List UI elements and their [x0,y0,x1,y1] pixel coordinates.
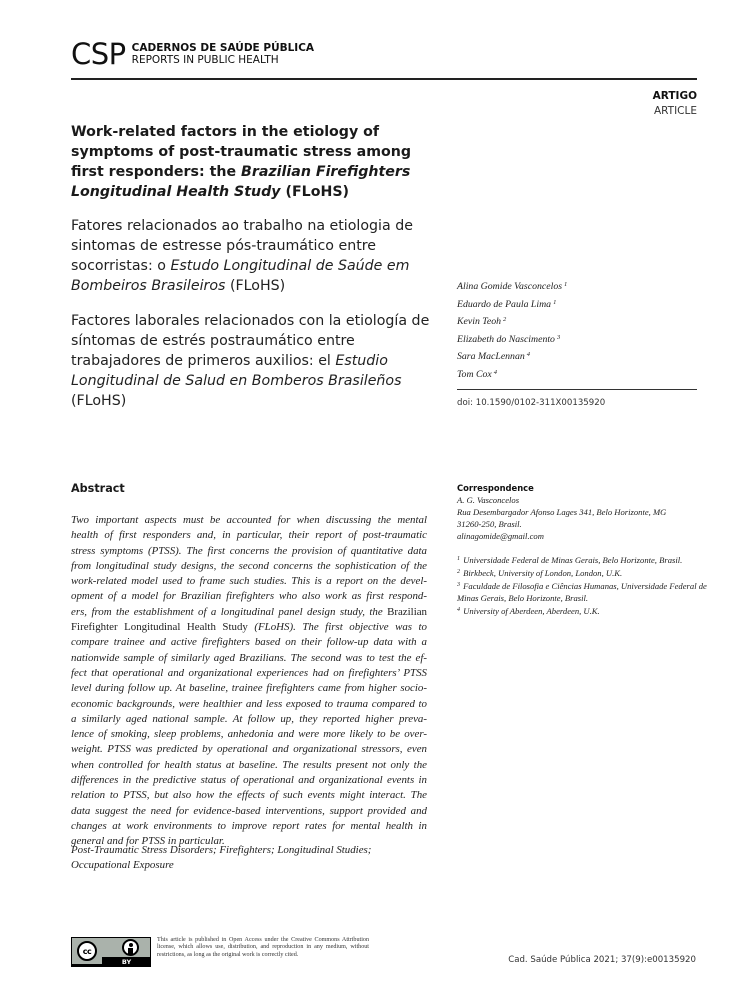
affiliation-text: Birkbeck, University of London, London, U.K. [463,568,623,578]
license-text: This article is published in Open Access under the Creative Commons Attribution license, which allows use, distribution, and reproduction in any medium, without restrictions, as long as the original work is correctly cited. [157,937,369,958]
author-name: Eduardo de Paula Lima [457,298,552,310]
correspondence-block [457,482,707,542]
study-name-roman: Firefighter Longitudinal Health Study [71,621,248,634]
author-list [457,277,567,383]
abstract-line: fect that operational and organizational experiences had on firefighters’ PTSS [71,666,427,679]
author-name: Kevin Teoh [457,316,501,328]
journal-name [132,43,314,65]
affiliation-number: 2 [457,569,460,575]
author [457,347,567,365]
abstract-line: level during follow up. At baseline, trainee firefighters came from higher socio- [71,682,427,695]
abstract-line: economic backgrounds, were healthier and less exposed to trauma compared to [71,697,427,710]
abstract-heading: Abstract [71,482,125,495]
author [457,277,567,295]
attribution-person-icon [122,939,139,956]
author-affiliation-marker: 3 [556,333,561,341]
journal-citation: Cad. Saúde Pública 2021; 37(9):e00135920 [508,955,696,965]
author-affiliation-marker: 4 [493,368,498,376]
author-affiliation-marker: 1 [564,281,568,288]
cc-icon: cc [77,941,97,961]
abstract-line: differences in the predictive status of operational and organizational events in [71,774,427,787]
title-portuguese [71,216,431,296]
author [457,295,567,313]
author-name: Alina Gomide Vasconcelos [457,281,563,292]
title-pt-text: Fatores relacionados ao trabalho na etiologia de sintomas de estresse pós-traumático entre socorristas: o [71,218,413,274]
author [457,312,567,330]
affiliation [457,566,707,579]
badge-bar [72,964,102,967]
author-affiliation-marker: 1 [553,298,557,306]
affiliation-list [457,553,707,617]
affiliation [457,579,707,604]
journal-masthead [71,37,315,71]
abstract-line: health of first responders and, in particular, their report of post-traumatic [71,529,427,542]
abstract-line: when controlled for health status at baseline. The results present not only the [71,758,427,771]
title-en-suffix: (FLoHS) [280,184,350,200]
abstract-line: work-related model used to frame such studies. This is a report on the devel- [71,575,427,588]
doi-link[interactable]: doi: 10.1590/0102-311X00135920 [457,398,606,408]
abstract-line: changes at work environments to improve report rates for mental health in [71,819,427,832]
correspondence-address: 31260-250, Brasil. [457,519,522,529]
abstract-line: Two important aspects must be accounted for when discussing the mental [71,514,427,526]
journal-name-en: REPORTS IN PUBLIC HEALTH [131,53,279,66]
abstract-line-text: (FLoHS). The first objective was to [247,621,428,634]
correspondence-name: A. G. Vasconcelos [457,495,520,505]
author [457,330,567,348]
author-name: Elizabeth do Nascimento [457,333,555,345]
header-divider [71,78,697,80]
affiliation-number: 4 [457,607,460,613]
title-spanish [71,311,431,411]
author-affiliation-marker: 2 [503,316,507,324]
abstract-line: nationwide sample of similarly aged Brazilians. The second was to test the ef- [71,651,427,664]
correspondence-email[interactable]: alinagomide@gmail.com [457,531,544,541]
author-name: Tom Cox [457,368,492,380]
abstract-line: a similarly aged national sample. At follow up, they reported higher preva- [71,712,427,725]
affiliation-number: 1 [457,556,460,562]
correspondence-address: Rua Desembargador Afonso Lages 341, Belo Horizonte, MG [457,507,667,517]
author-affiliation-marker: 4 [526,351,531,359]
abstract-line: data suggest the need for evidence-based interventions, support provided and [71,804,427,817]
affiliation [457,553,707,566]
affiliation-text: University of Aberdeen, Aberdeen, U.K. [463,606,600,616]
title-en-text: Work-related factors in the etiology of symptoms of post-traumatic stress among first responders: the [71,124,412,180]
correspondence-heading: Correspondence [457,483,534,493]
author-name: Sara MacLennan [457,351,525,363]
abstract-line: compare trainee and active firefighters based on their follow-up data with a [71,636,427,649]
abstract-line: from longitudinal study designs, the second concerns the sophistication of the [71,559,427,572]
affiliation-text: Universidade Federal de Minas Gerais, Belo Horizonte, Brasil. [463,555,683,565]
doi-divider [457,389,697,390]
title-pt-suffix: (FLoHS) [225,278,286,294]
title-english [71,122,421,202]
title-en-study-name: Brazilian Firefighters Longitudinal Health Study [71,164,411,200]
abstract-line: general and for PTSS in particular. [71,835,225,848]
title-es-study-name: Estudio Longitudinal de Salud en Bomberos Brasileños [71,353,402,389]
title-es-text: Factores laborales relacionados con la etiología de síntomas de estrés postraumático entre trabajadores de primeros auxilios: el [71,313,430,369]
title-es-suffix: (FLoHS) [71,393,127,409]
title-pt-study-name: Estudo Longitudinal de Saúde em Bombeiros Brasileiros [71,258,410,294]
affiliation-number: 3 [457,582,460,588]
article-type-pt: ARTIGO [652,90,697,102]
abstract-line: relation to PTSS, but also how the effects of such events might interact. The [71,789,427,802]
abstract-line [71,605,427,620]
abstract-body [71,513,427,850]
abstract-line: stress symptoms (PTSS). The first concerns the provision of quantitative data [71,544,427,557]
by-label: BY [102,957,151,967]
abstract-line: weight. PTSS was predicted by operational and organizational stressors, even [71,743,427,756]
article-type-en: ARTICLE [653,105,697,118]
creative-commons-badge[interactable] [71,937,151,967]
affiliation-text: Faculdade de Filosofia e Ciências Humanas, Universidade Federal de Minas Gerais, Belo Horizonte, Brasil. [457,581,707,603]
abstract-line [71,620,427,635]
abstract-line: lence of smoking, sleep problems, anhedonia and were more likely to be over- [71,728,427,741]
abstract-line: opment of a model for Brazilian firefighters who also work as first respond- [71,590,427,603]
abstract-line-text: ers, from the establishment of a longitudinal panel design study, the [71,605,388,618]
journal-name-pt: CADERNOS DE SAÚDE PÚBLICA [131,42,315,55]
journal-logo: CSP [71,37,126,71]
article-type [653,89,697,119]
author [457,365,567,383]
keywords: Post-Traumatic Stress Disorders; Firefighters; Longitudinal Studies; Occupational Exposure [71,844,372,872]
affiliation [457,604,707,617]
study-name-roman: Brazilian [387,605,427,618]
